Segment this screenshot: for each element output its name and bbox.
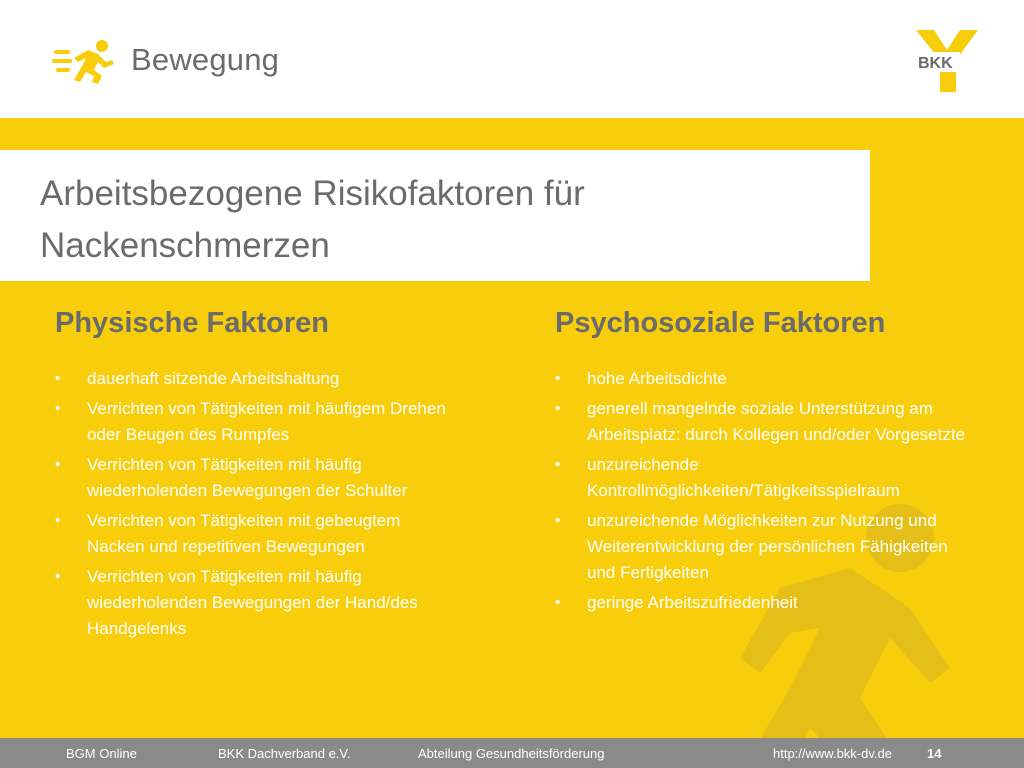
title-box (0, 150, 870, 281)
bullet-icon: • (55, 370, 61, 387)
footer-organization: BKK Dachverband e.V. (218, 746, 351, 761)
list-item (55, 452, 455, 504)
list-item (555, 366, 975, 392)
physical-factors-list (55, 366, 455, 642)
list-item-text: geringe Arbeitszufriedenheit (587, 593, 798, 612)
list-item (555, 396, 975, 448)
footer-url[interactable]: http://www.bkk-dv.de (773, 746, 892, 761)
physical-factors-heading: Physische Faktoren (55, 307, 329, 339)
list-item (55, 508, 455, 560)
list-item-text: unzureichende Kontrollmöglichkeiten/Tätigkeitsspielraum (587, 455, 900, 500)
psychosocial-factors-heading: Psychosoziale Faktoren (555, 307, 886, 339)
list-item-text: unzureichende Möglichkeiten zur Nutzung und Weiterentwicklung der persönlichen Fähigkeiten und Fertigkeiten (587, 511, 948, 582)
list-item-text: Verrichten von Tätigkeiten mit gebeugtem Nacken und repetitiven Bewegungen (87, 511, 401, 556)
list-item-text: Verrichten von Tätigkeiten mit häufigem Drehen oder Beugen des Rumpfes (87, 399, 446, 444)
header (0, 0, 1024, 118)
list-item (555, 452, 975, 504)
bullet-icon: • (55, 456, 61, 473)
bullet-icon: • (555, 400, 561, 417)
list-item (55, 396, 455, 448)
list-item (555, 590, 975, 616)
section-label: Bewegung (131, 42, 280, 77)
bullet-icon: • (55, 512, 61, 529)
bullet-icon: • (555, 512, 561, 529)
footer (0, 738, 1024, 768)
bullet-icon: • (55, 568, 61, 585)
page-number: 14 (927, 746, 942, 761)
logo-text: BKK (918, 55, 953, 72)
psychosocial-factors-list (555, 366, 975, 616)
title-line-1: Arbeitsbezogene Risikofaktoren für (40, 174, 585, 213)
list-item-text: Verrichten von Tätigkeiten mit häufig wiederholenden Bewegungen der Schulter (87, 455, 408, 500)
running-person-icon (52, 38, 118, 86)
psychosocial-factors-column (555, 304, 975, 620)
physical-factors-column (55, 304, 455, 646)
footer-bgm-online: BGM Online (66, 746, 137, 761)
list-item-text: hohe Arbeitsdichte (587, 369, 727, 388)
list-item (555, 508, 975, 586)
list-item (55, 564, 455, 642)
list-item-text: generell mangelnde soziale Unterstützung am Arbeitsplatz: durch Kollegen und/oder Vorgesetzte (587, 399, 966, 444)
bullet-icon: • (555, 594, 561, 611)
bullet-icon: • (555, 370, 561, 387)
list-item (55, 366, 455, 392)
list-item-text: dauerhaft sitzende Arbeitshaltung (87, 369, 340, 388)
bkk-logo (912, 28, 982, 94)
bullet-icon: • (55, 400, 61, 417)
title-line-2: Nackenschmerzen (40, 226, 330, 265)
bullet-icon: • (555, 456, 561, 473)
page-title (40, 168, 840, 272)
footer-department: Abteilung Gesundheitsförderung (418, 746, 605, 761)
list-item-text: Verrichten von Tätigkeiten mit häufig wiederholenden Bewegungen der Hand/des Handgelenks (87, 567, 418, 638)
